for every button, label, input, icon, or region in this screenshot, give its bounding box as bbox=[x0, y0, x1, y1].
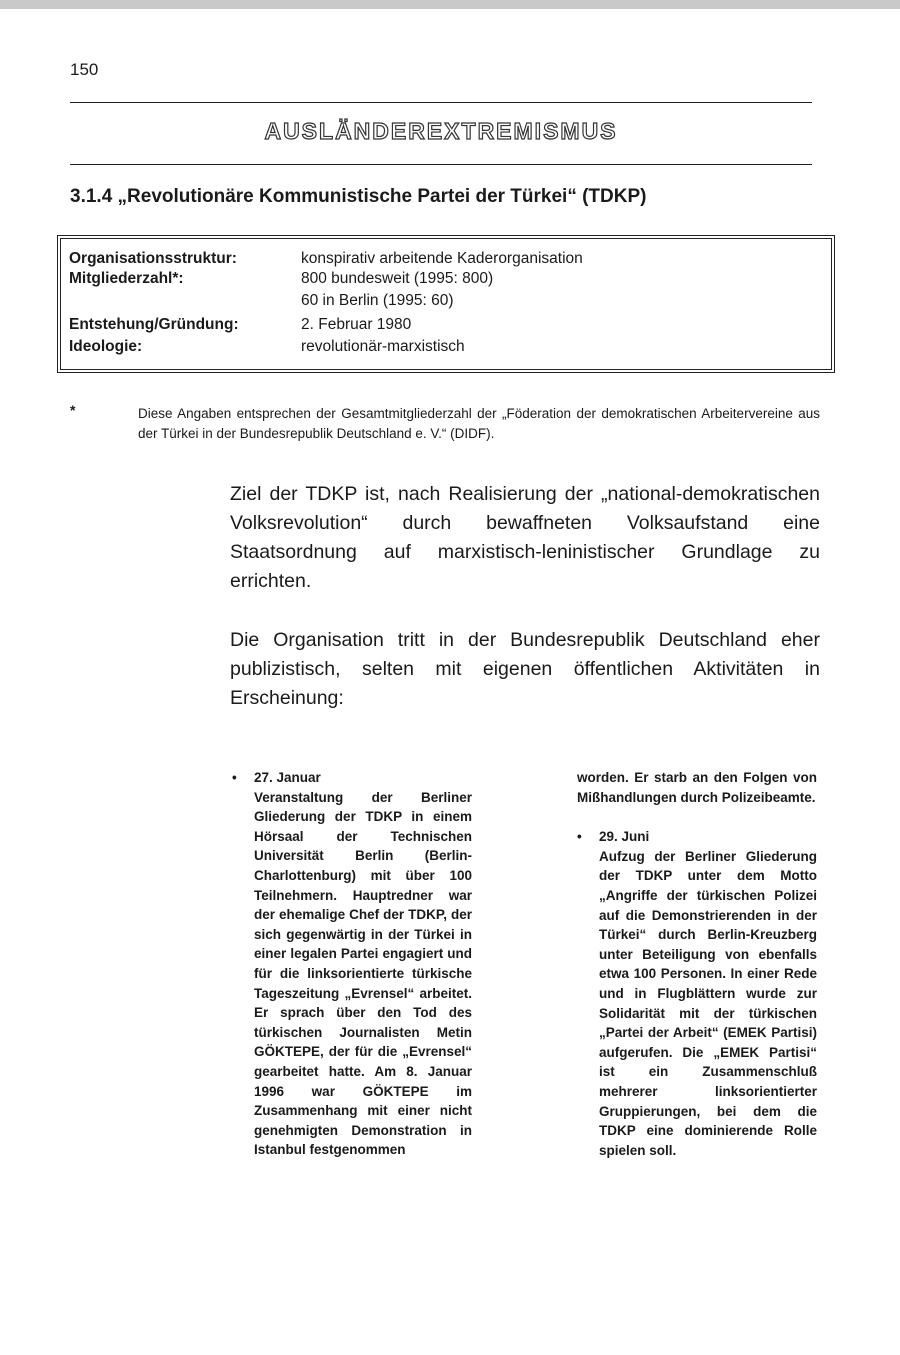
bullet: • bbox=[232, 770, 237, 785]
info-label: Ideologie: bbox=[69, 338, 143, 355]
body-paragraph-2: Die Organisation tritt in der Bundesrepublik Deutschland eher publizistisch, selten mit eigenen öffentlichen Aktivitäten in Erscheinung: bbox=[230, 629, 820, 709]
section-heading: 3.1.4 „Revolutionäre Kommunistische Partei der Türkei“ (TDKP) bbox=[70, 186, 647, 207]
events-column-right bbox=[577, 768, 817, 1160]
info-label: Entstehung/Gründung: bbox=[69, 316, 239, 333]
event-entry-june bbox=[577, 827, 817, 1160]
header-rule-top bbox=[70, 102, 812, 103]
event-date: 27. Januar bbox=[254, 770, 321, 785]
header-rule-bottom bbox=[70, 164, 812, 165]
footnote-text: Diese Angaben entsprechen der Gesamtmitgliederzahl der „Föderation der demokratischen Arbeitervereine aus der Türkei in der Bundesrepublik Deutschland e. V.“ (DIDF). bbox=[138, 406, 820, 441]
running-header: AUSLÄNDEREXTREMISMUS bbox=[264, 118, 618, 144]
events-column-left bbox=[232, 768, 472, 1160]
event-entry-january bbox=[232, 768, 472, 1160]
info-value: revolutionär-marxistisch bbox=[301, 338, 465, 355]
info-label: Mitgliederzahl*: bbox=[69, 270, 184, 287]
page-number: 150 bbox=[70, 60, 99, 79]
scan-top-band bbox=[0, 0, 900, 9]
info-value: konspirativ arbeitende Kaderorganisation bbox=[301, 250, 583, 267]
footnote-marker: * bbox=[70, 402, 76, 418]
info-value: 60 in Berlin (1995: 60) bbox=[301, 292, 454, 309]
event-continuation: worden. Er starb an den Folgen von Mißhandlungen durch Polizeibeamte. bbox=[577, 770, 817, 805]
info-label: Organisationsstruktur: bbox=[69, 250, 237, 267]
event-text: Aufzug der Berliner Gliederung der TDKP unter dem Motto „Angriffe der türkischen Polizei auf die Demonstrierenden in der Türkei“ durch Berlin-Kreuzberg unter Beteiligung von ebenfalls etwa 100 Personen. In einer Rede und in Flugblättern wurde zur Solidarität mit der türkischen „Partei der Arbeit“ (EMEK Partisi) aufgerufen. Die „EMEK Partisi“ ist ein Zusammenschluß mehrerer linksorientierter Gruppierungen, bei dem die TDKP eine dominierende Rolle spielen soll. bbox=[599, 848, 817, 1158]
body-paragraph-1: Ziel der TDKP ist, nach Realisierung der „national-demokratischen Volksrevolution“ durch bewaffneten Volksaufstand eine Staatsordnung auf marxistisch-leninistischer Grundlage zu errichten. bbox=[230, 483, 820, 592]
info-box bbox=[60, 238, 832, 370]
event-text: Veranstaltung der Berliner Gliederung der TDKP in einem Hörsaal der Technischen Universität Berlin (Berlin-Charlottenburg) mit über 100 Teilnehmern. Hauptredner war der ehemalige Chef der TDKP, der sich gegenwärtig in der Türkei in einer legalen Partei engagiert und für die linksorientierte türkische Tageszeitung „Evrensel“ arbeitet. Er sprach über den Tod des türkischen Journalisten Metin GÖKTEPE, der für die „Evrensel“ gearbeitet hatte. Am 8. Januar 1996 war GÖKTEPE im Zusammenhang mit einer nicht genehmigten Demonstration in Istanbul festgenommen bbox=[254, 789, 472, 1158]
event-date: 29. Juni bbox=[599, 829, 650, 845]
bullet: • bbox=[577, 829, 582, 845]
info-value: 2. Februar 1980 bbox=[301, 316, 412, 333]
info-value: 800 bundesweit (1995: 800) bbox=[301, 270, 494, 287]
